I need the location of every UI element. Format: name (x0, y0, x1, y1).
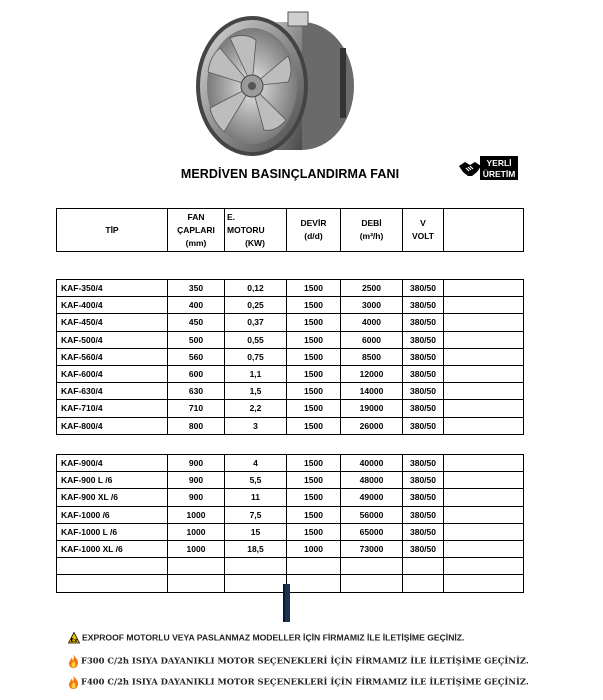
cell-devir: 1500 (287, 489, 341, 506)
cell-tip: KAF-500/4 (57, 331, 168, 348)
cell-motor: 4 (225, 455, 287, 472)
cell-motor (225, 575, 287, 592)
flame-icon (68, 654, 79, 668)
cell-empty (444, 365, 524, 382)
table-row (57, 455, 524, 472)
cell-volt: 380/50 (403, 331, 444, 348)
cell-motor: 0,55 (225, 331, 287, 348)
cell-tip: KAF-900 XL /6 (57, 489, 168, 506)
cell-devir: 1500 (287, 455, 341, 472)
cell-tip: KAF-350/4 (57, 280, 168, 297)
cell-motor: 2,2 (225, 400, 287, 417)
cell-debi: 48000 (341, 472, 403, 489)
cell-volt (403, 575, 444, 592)
cell-devir: 1500 (287, 280, 341, 297)
cell-fan-capi: 350 (168, 280, 225, 297)
table-row (57, 314, 524, 331)
table-row (57, 400, 524, 417)
cell-motor: 0,37 (225, 314, 287, 331)
cell-devir (287, 575, 341, 592)
table-row (57, 575, 524, 592)
cell-tip: KAF-1000 XL /6 (57, 540, 168, 557)
cell-motor: 0,75 (225, 348, 287, 365)
cell-volt: 380/50 (403, 314, 444, 331)
cell-empty (444, 558, 524, 575)
cell-volt: 380/50 (403, 506, 444, 523)
cell-empty (444, 280, 524, 297)
cell-empty (444, 348, 524, 365)
cell-tip (57, 575, 168, 592)
cell-tip: KAF-400/4 (57, 297, 168, 314)
cell-volt: 380/50 (403, 348, 444, 365)
cell-motor: 5,5 (225, 472, 287, 489)
cell-empty (444, 575, 524, 592)
cell-volt: 380/50 (403, 417, 444, 434)
header-devir: DEVİR (d/d) (287, 209, 341, 252)
cell-empty (444, 297, 524, 314)
page-title: MERDİVEN BASINÇLANDIRMA FANI (180, 167, 400, 181)
cell-debi: 65000 (341, 523, 403, 540)
cell-devir: 1500 (287, 472, 341, 489)
cell-fan-capi: 1000 (168, 540, 225, 557)
cell-tip (57, 558, 168, 575)
cell-devir: 1500 (287, 331, 341, 348)
cell-devir: 1500 (287, 314, 341, 331)
table-row (57, 417, 524, 434)
cell-fan-capi: 800 (168, 417, 225, 434)
cell-tip: KAF-1000 L /6 (57, 523, 168, 540)
cell-motor: 1,5 (225, 383, 287, 400)
cell-debi: 26000 (341, 417, 403, 434)
cell-devir: 1000 (287, 540, 341, 557)
cell-motor: 7,5 (225, 506, 287, 523)
cell-debi: 40000 (341, 455, 403, 472)
header-motor: E. MOTORU (KW) (225, 209, 287, 252)
table-row (57, 558, 524, 575)
header-empty (444, 209, 524, 252)
cell-debi: 12000 (341, 365, 403, 382)
note-f400: F400 C/2h ISIYA DAYANIKLI MOTOR SEÇENEKLERİ İÇİN FİRMAMIZ İLE İLETİŞİME GEÇİNİZ. (68, 675, 529, 689)
cell-debi: 73000 (341, 540, 403, 557)
cell-tip: KAF-600/4 (57, 365, 168, 382)
cell-fan-capi: 400 (168, 297, 225, 314)
divider-bar (283, 584, 290, 622)
spec-table-header (56, 208, 524, 252)
header-debi: DEBİ (m³/h) (341, 209, 403, 252)
cell-tip: KAF-1000 /6 (57, 506, 168, 523)
cell-devir: 1500 (287, 383, 341, 400)
group-2-rows (57, 455, 524, 593)
table-row (57, 365, 524, 382)
cell-motor: 18,5 (225, 540, 287, 557)
cell-empty (444, 523, 524, 540)
cell-empty (444, 489, 524, 506)
cell-fan-capi: 630 (168, 383, 225, 400)
table-row (57, 540, 524, 557)
cell-motor: 15 (225, 523, 287, 540)
header-fan-capi: FAN ÇAPLARI (mm) (168, 209, 225, 252)
cell-volt: 380/50 (403, 489, 444, 506)
cell-motor: 3 (225, 417, 287, 434)
table-row (57, 383, 524, 400)
cell-volt: 380/50 (403, 455, 444, 472)
cell-volt: 380/50 (403, 472, 444, 489)
cell-devir (287, 558, 341, 575)
group-1-rows (57, 280, 524, 435)
cell-debi: 3000 (341, 297, 403, 314)
badge-line2: ÜRETİM (482, 169, 516, 179)
cell-volt (403, 558, 444, 575)
table-row (57, 506, 524, 523)
cell-fan-capi: 900 (168, 455, 225, 472)
cell-volt: 380/50 (403, 297, 444, 314)
cell-debi: 2500 (341, 280, 403, 297)
cell-volt: 380/50 (403, 540, 444, 557)
table-row (57, 297, 524, 314)
cell-devir: 1500 (287, 365, 341, 382)
cell-debi: 6000 (341, 331, 403, 348)
cell-empty (444, 506, 524, 523)
badge-line1: YERLİ (486, 158, 512, 168)
cell-empty (444, 383, 524, 400)
cell-tip: KAF-450/4 (57, 314, 168, 331)
svg-text:Ex: Ex (70, 638, 78, 644)
cell-fan-capi (168, 558, 225, 575)
spec-table-group-1 (56, 279, 524, 435)
cell-debi: 4000 (341, 314, 403, 331)
axial-fan-illustration (190, 8, 370, 158)
table-row (57, 472, 524, 489)
cell-empty (444, 400, 524, 417)
cell-debi: 14000 (341, 383, 403, 400)
cell-fan-capi: 900 (168, 472, 225, 489)
cell-empty (444, 331, 524, 348)
cell-tip: KAF-630/4 (57, 383, 168, 400)
cell-fan-capi: 1000 (168, 523, 225, 540)
cell-volt: 380/50 (403, 400, 444, 417)
table-row (57, 523, 524, 540)
cell-tip: KAF-900 L /6 (57, 472, 168, 489)
cell-debi: 56000 (341, 506, 403, 523)
cell-debi: 8500 (341, 348, 403, 365)
cell-tip: KAF-900/4 (57, 455, 168, 472)
cell-tip: KAF-710/4 (57, 400, 168, 417)
note-f300: F300 C/2h ISIYA DAYANIKLI MOTOR SEÇENEKLERİ İÇİN FİRMAMIZ İLE İLETİŞİME GEÇİNİZ. (68, 654, 529, 668)
cell-motor: 0,12 (225, 280, 287, 297)
cell-empty (444, 540, 524, 557)
cell-debi: 19000 (341, 400, 403, 417)
cell-empty (444, 417, 524, 434)
cell-debi: 49000 (341, 489, 403, 506)
cell-tip: KAF-560/4 (57, 348, 168, 365)
flame-icon (68, 675, 79, 689)
cell-fan-capi (168, 575, 225, 592)
cell-fan-capi: 900 (168, 489, 225, 506)
cell-fan-capi: 600 (168, 365, 225, 382)
note-exproof: Ex EXPROOF MOTORLU VEYA PASLANMAZ MODELLER İÇİN FİRMAMIZ İLE İLETİŞİME GEÇİNİZ. (68, 632, 464, 644)
cell-fan-capi: 1000 (168, 506, 225, 523)
cell-fan-capi: 710 (168, 400, 225, 417)
cell-motor: 1,1 (225, 365, 287, 382)
cell-volt: 380/50 (403, 280, 444, 297)
table-row (57, 331, 524, 348)
table-row (57, 489, 524, 506)
ex-explosion-proof-icon (68, 632, 80, 644)
cell-empty (444, 314, 524, 331)
cell-debi (341, 558, 403, 575)
cell-volt: 380/50 (403, 365, 444, 382)
table-row (57, 280, 524, 297)
cell-fan-capi: 450 (168, 314, 225, 331)
cell-fan-capi: 500 (168, 331, 225, 348)
cell-devir: 1500 (287, 523, 341, 540)
table-row (57, 348, 524, 365)
cell-devir: 1500 (287, 417, 341, 434)
cell-motor: 0,25 (225, 297, 287, 314)
header-volt: V VOLT (403, 209, 444, 252)
yerli-uretim-badge (458, 154, 520, 184)
cell-motor (225, 558, 287, 575)
cell-motor: 11 (225, 489, 287, 506)
cell-volt: 380/50 (403, 383, 444, 400)
cell-empty (444, 455, 524, 472)
handshake-icon (458, 160, 482, 178)
cell-empty (444, 472, 524, 489)
cell-volt: 380/50 (403, 523, 444, 540)
cell-debi (341, 575, 403, 592)
header-tip: TİP (57, 209, 168, 252)
cell-devir: 1500 (287, 297, 341, 314)
cell-tip: KAF-800/4 (57, 417, 168, 434)
cell-fan-capi: 560 (168, 348, 225, 365)
cell-devir: 1500 (287, 400, 341, 417)
cell-devir: 1500 (287, 506, 341, 523)
spec-table-group-2 (56, 454, 524, 593)
cell-devir: 1500 (287, 348, 341, 365)
